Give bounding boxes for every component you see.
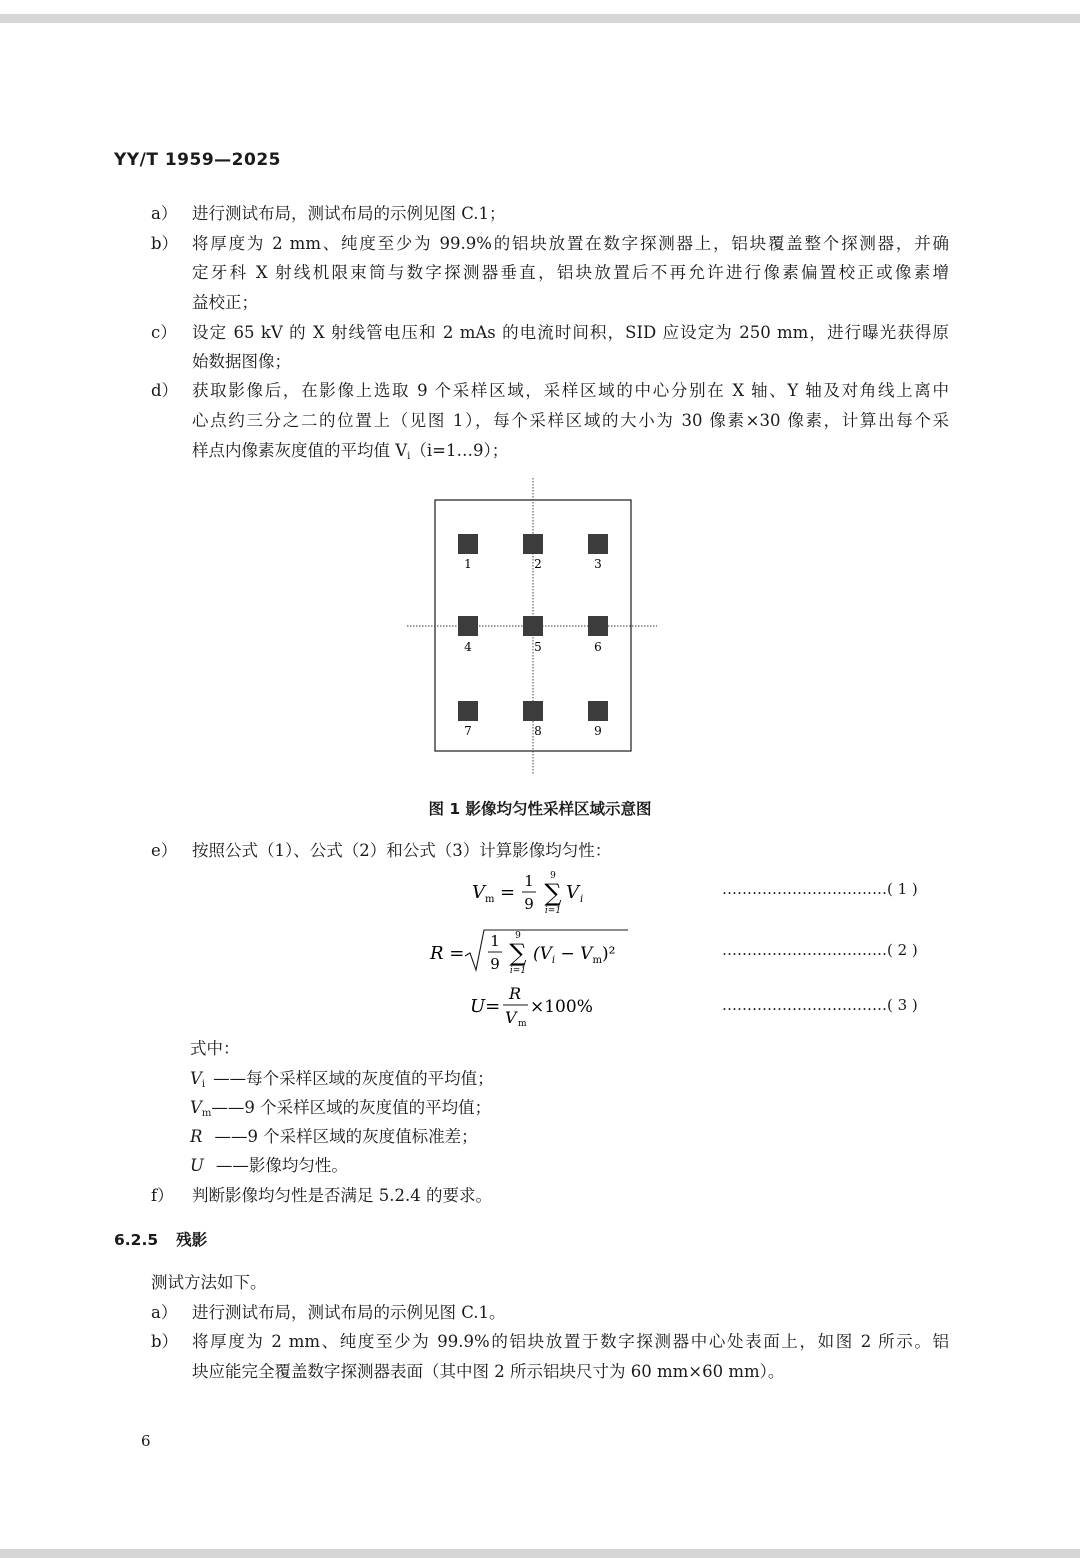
step-e-label: e） [151,841,178,860]
step-c-line-2: 始数据图像； [192,352,291,371]
formula-2-leader [722,941,918,959]
step-e-text: 按照公式（1）、公式（2）和公式（3）计算影像均匀性： [192,841,612,860]
where-sym-vi: V [190,1069,202,1088]
where-desc-vi: ——每个采样区域的灰度值的平均值； [213,1069,494,1088]
sample-label-3: 3 [594,557,602,571]
bottom-border-bar [0,1549,1080,1558]
formula-1-dots: …………………………… [722,880,887,898]
sample-region-3 [588,534,608,554]
step2-a-text: 进行测试布局，测试布局的示例见图 C.1。 [192,1303,506,1322]
formula-block [0,860,1080,1030]
where-item-r [190,1126,478,1148]
formula-3-denominator: V [505,1008,517,1027]
formula-1-lhs: V [472,882,485,903]
formula-2-dots: …………………………… [722,941,887,959]
section-title: 残影 [176,1231,208,1249]
step-b-line-2: 定牙科 X 射线机限束筒与数字探测器垂直，铝块放置后不再允许进行像素偏置校正或像素增 [192,263,949,282]
formula-2-sub-i: i [551,955,556,966]
section-number: 6.2.5 [114,1231,159,1249]
figure-1-caption: 图 1 影像均匀性采样区域示意图 [428,800,652,818]
formula-2-numerator: 1 [490,932,500,950]
step2-b-label: b） [151,1332,179,1351]
sample-label-7: 7 [464,724,472,738]
step-c-label: c） [151,323,177,342]
formula-2-denominator: 9 [490,955,500,973]
top-border-bar [0,14,1080,23]
formula-2-sum-sign: ∑ [509,939,527,967]
step-d-line-3-main: 样点内像素灰度值的平均值 V [192,441,408,460]
formula-2-sub-m: m [592,955,602,966]
formula-3-dots: …………………………… [722,996,887,1014]
step-a-text: 进行测试布局，测试布局的示例见图 C.1； [192,204,506,223]
sample-region-6 [588,616,608,636]
formula-2-open: (V [533,944,552,964]
formula-2-sum-top: 9 [515,931,521,941]
formula-1-sum-top: 9 [550,871,556,881]
sample-label-8: 8 [534,724,542,738]
where-desc-vm: ——9 个采样区域的灰度值的平均值； [211,1098,492,1117]
step-c-line-1: 设定 65 kV 的 X 射线管电压和 2 mAs 的电流时间积，SID 应设定为 250 mm，进行曝光获得原 [192,323,949,342]
step2-b-line-2: 块应能完全覆盖数字探测器表面（其中图 2 所示铝块尺寸为 60 mm×60 mm）。 [192,1362,785,1381]
page-number: 6 [141,1432,151,1450]
formula-2-minus: − V [555,944,593,964]
formula-1-lhs-sub: m [485,894,495,905]
where-sym-u: U [190,1156,204,1175]
step-b-label: b） [151,234,179,253]
formula-1-denominator: 9 [524,895,534,913]
sample-region-1 [458,534,478,554]
formula-2-close: )² [601,944,616,964]
step-d-line-3 [192,440,508,468]
step-d-line-1: 获取影像后，在影像上选取 9 个采样区域，采样区域的中心分别在 X 轴、Y 轴及对角线上离中 [192,381,949,400]
step-d-line-2: 心点约三分之二的位置上（见图 1），每个采样区域的大小为 30 像素×30 像素，计算出每个采 [192,411,949,430]
formula-3-number: ( 3 ) [887,996,918,1014]
step-d-label: d） [151,381,179,400]
formula-1-rhs-sub: i [580,894,584,905]
step2-a-label: a） [151,1303,178,1322]
section-intro: 测试方法如下。 [151,1273,267,1292]
formula-3-denominator-sub: m [518,1019,527,1029]
formula-1-number: ( 1 ) [887,880,918,898]
formula-2-number: ( 2 ) [887,941,918,959]
formula-1-sum-sign: ∑ [544,879,562,907]
sample-label-4: 4 [464,640,472,654]
figure-1-sampling-diagram [0,470,1080,800]
formula-3-leader [722,996,918,1014]
where-sym-vm: V [190,1098,202,1117]
step-d-line-3-end: （i=1…9）； [410,441,509,460]
formula-2-body [533,944,615,966]
formula-1-rhs: V [566,882,579,903]
where-item-vi [190,1068,494,1096]
sample-region-7 [458,701,478,721]
sample-region-9 [588,701,608,721]
formula-3-lhs: U= [470,996,501,1017]
sample-label-5: 5 [534,640,542,654]
document-id-header: YY/T 1959—2025 [114,150,281,170]
sample-label-1: 1 [464,557,472,571]
sample-label-2: 2 [534,557,542,571]
step-f-text: 判断影像均匀性是否满足 5.2.4 的要求。 [192,1186,492,1205]
formula-3-rhs: ×100% [530,997,593,1017]
section-6-2-5-heading [114,1228,207,1250]
where-sym-r: R [190,1127,203,1146]
where-intro: 式中： [190,1039,240,1058]
formula-3-numerator: R [508,984,522,1003]
step2-b-line-1: 将厚度为 2 mm、纯度至少为 99.9%的铝块放置于数字探测器中心处表面上，如图 2 所示。铝 [192,1332,949,1351]
sample-region-5 [523,616,543,636]
sample-region-2 [523,534,543,554]
step-b-line-1: 将厚度为 2 mm、纯度至少为 99.9%的铝块放置在数字探测器上，铝块覆盖整个探测器，并确 [192,234,949,253]
formula-1-equals: = [500,882,516,903]
formula-1-leader [722,880,918,898]
where-desc-u: ——影像均匀性。 [215,1156,348,1175]
sample-label-9: 9 [594,724,602,738]
step-b-line-3: 益校正； [192,293,258,312]
formula-2-sum-bottom: i=1 [509,966,527,976]
sample-region-8 [523,701,543,721]
where-desc-r: ——9 个采样区域的灰度值标准差； [214,1127,478,1146]
where-item-u [190,1155,348,1177]
where-sub-vm: m [201,1108,212,1119]
where-sub-vi: i [201,1079,206,1090]
step-f-label: f） [151,1186,174,1205]
formula-2-lhs: R = [430,943,465,964]
step-d-subscript-i: i [407,451,411,462]
sample-label-6: 6 [594,640,602,654]
formula-1-numerator: 1 [524,872,534,890]
step-a-label: a） [151,204,178,223]
formula-1-sum-bottom: i=1 [544,906,562,916]
sample-region-4 [458,616,478,636]
where-item-vm [190,1097,491,1125]
